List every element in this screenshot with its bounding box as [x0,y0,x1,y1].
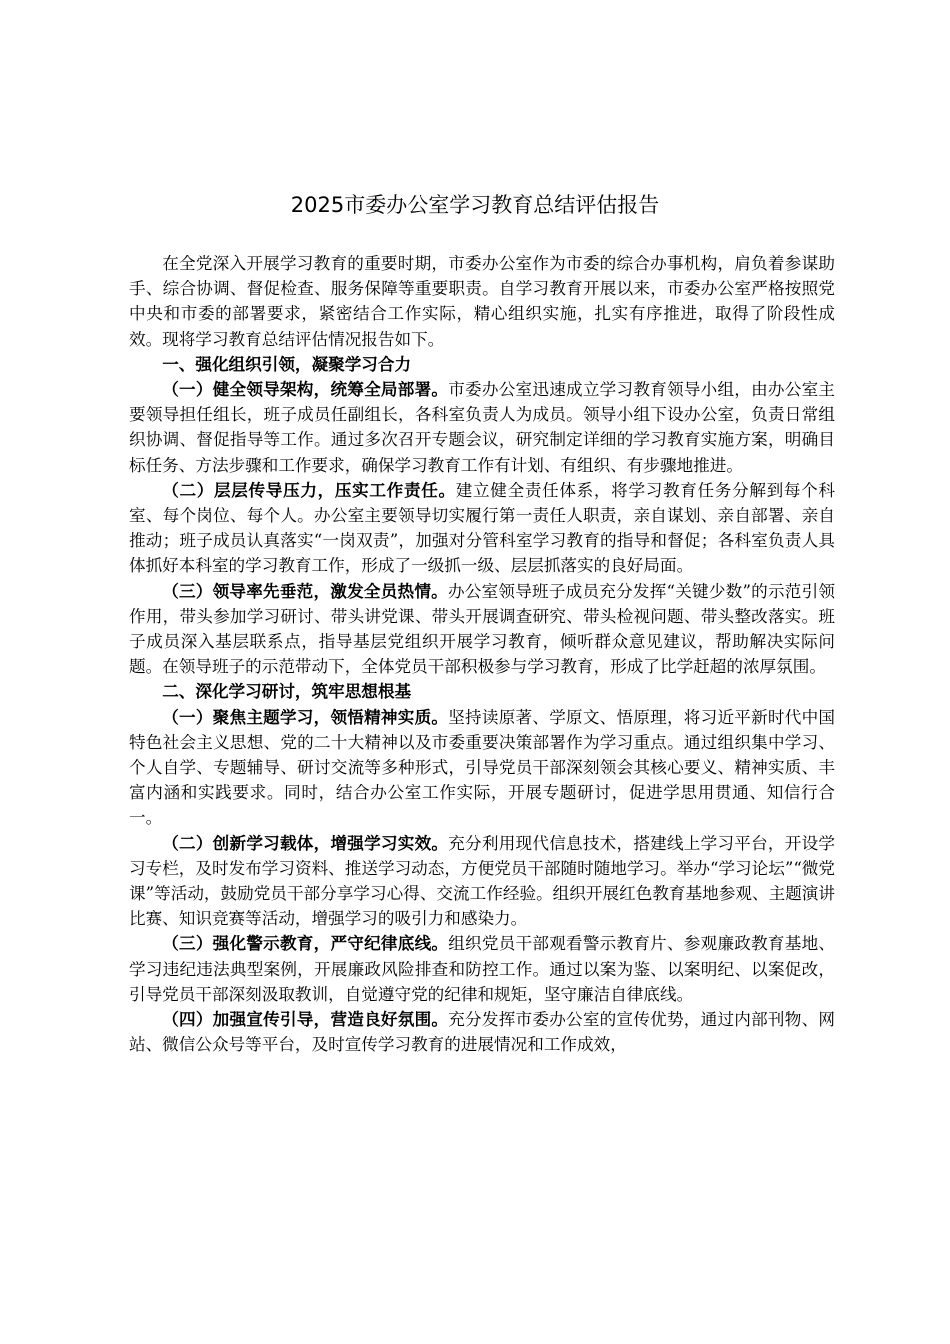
section-2-item-4 [129,1007,835,1057]
item-text: 市委办公室迅速成立学习教育领导小组，由办公室主要领导担任组长，班子成员任副组长，各科室负责人为成员。领导小组下设办公室，负责日常组织协调、督促指导等工作。通过多次召开专题会议，研究制定详细的学习教育实施方案，明确目标任务、方法步骤和工作要求，确保学习教育工作有计划、有组织、有步骤地推进。 [129,380,836,475]
section-1-heading: 一、强化组织引领，凝聚学习合力 [162,353,412,374]
item-lead: （一）聚焦主题学习，领悟精神实质。 [162,706,449,727]
intro-paragraph: 在全党深入开展学习教育的重要时期，市委办公室作为市委的综合办事机构，肩负着参谋助手、综合协调、督促检查、服务保障等重要职责。自学习教育开展以来，市委办公室严格按照党中央和市委的部署要求，紧密结合工作实际，精心组织实施，扎实有序推进，取得了阶段性成效。现将学习教育总结评估情况报告如下。 [129,254,835,349]
item-lead: （二）创新学习载体，增强学习实效。 [162,832,449,853]
section-1-item-3 [129,579,835,680]
item-text: 建立健全责任体系，将学习教育任务分解到每个科室、每个岗位、每个人。办公室主要领导切实履行第一责任人职责，亲自谋划、亲自部署、亲自推动；班子成员认真落实“一岗双责”，加强对分管科室学习教育的指导和督促；各科室负责人具体抓好本科室的学习教育工作，形成了一级抓一级、层层抓落实的良好局面。 [129,480,836,576]
item-lead: （三）领导率先垂范，激发全员热情。 [162,580,448,601]
document-body [129,251,835,1058]
item-text: 充分利用现代信息技术，搭建线上学习平台，开设学习专栏，及时发布学习资料、推送学习动态，方便党员干部随时随地学习。举办“学习论坛”“微党课”等活动，鼓励党员干部分享学习心得、交流工作经验。组织开展红色教育基地参观、主题演讲比赛、知识竞赛等活动，增强学习的吸引力和感染力。 [129,833,836,929]
section-2-heading: 二、深化学习研讨，筑牢思想根基 [162,681,412,702]
item-lead: （四）加强宣传引导，营造良好氛围。 [162,1009,449,1030]
item-text: 办公室领导班子成员充分发挥“关键少数”的示范引领作用，带头参加学习研讨、带头讲党课、带头开展调查研究、带头检视问题、带头整改落实。班子成员深入基层联系点，指导基层党组织开展学习教育，倾听群众意见建议，帮助解决实际问题。在领导班子的示范带动下，全体党员干部积极参与学习教育，形成了比学赶超的浓厚氛围。 [129,581,836,677]
page-title: 2025市委办公室学习教育总结评估报告 [290,193,660,217]
item-text: 充分发挥市委办公室的宣传优势，通过内部刊物、网站、微信公众号等平台，及时宣传学习教育的进展情况和工作成效， [129,1010,836,1055]
section-2-item-2 [129,831,835,932]
section-1-item-1 [129,377,835,478]
item-lead: （二）层层传导压力，压实工作责任。 [162,479,456,500]
section-2-item-1 [129,705,835,831]
item-text: 组织党员干部观看警示教育片、参观廉政教育基地、学习违纪违法典型案例，开展廉政风险排查和防控工作。通过以案为鉴、以案明纪、以案促改，引导党员干部深刻汲取教训，自觉遵守党的纪律和规矩，坚守廉洁自律底线。 [129,934,836,1004]
item-lead: （三）强化警示教育，严守纪律底线。 [162,933,449,954]
section-1-item-2 [129,478,835,579]
item-text: 坚持读原著、学原文、悟原理，将习近平新时代中国特色社会主义思想、党的二十大精神以及市委重要决策部署作为学习重点。通过组织集中学习、个人自学、专题辅导、研讨交流等多种形式，引导党员干部深刻领会其核心要义、精神实质、丰富内涵和实践要求。同时，结合办公室工作实际，开展专题研讨，促进学思用贯通、知信行合一。 [129,707,836,828]
section-2-item-3 [129,931,835,1007]
item-lead: （一）健全领导架构，统筹全局部署。 [162,379,449,400]
